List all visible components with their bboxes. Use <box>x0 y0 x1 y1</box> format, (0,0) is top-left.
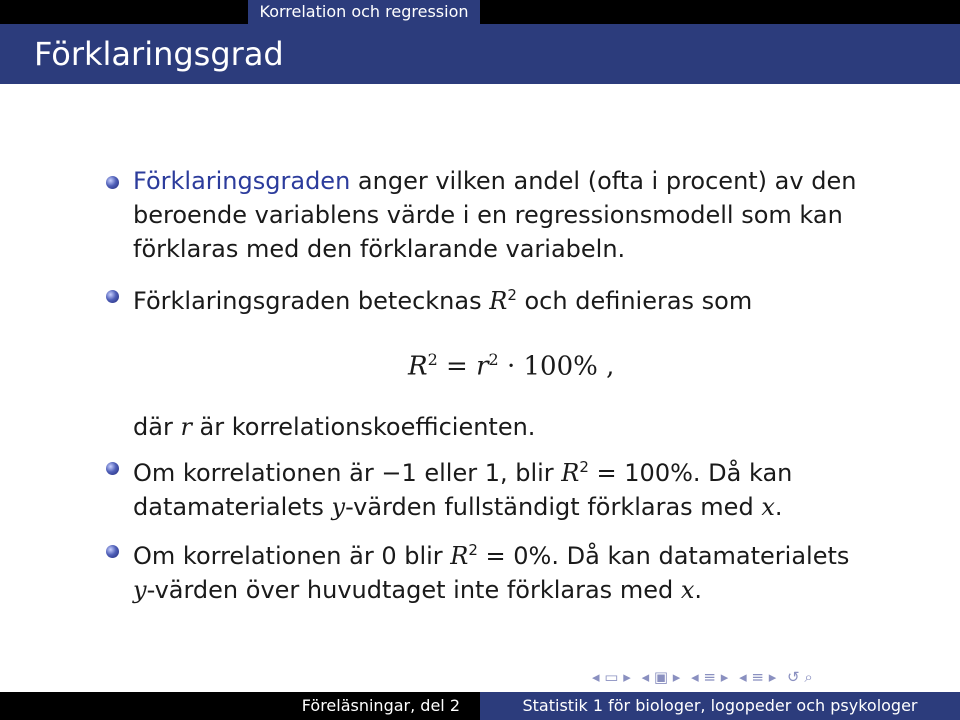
bullet-4-line-2 <box>133 573 933 607</box>
exponent: 2 <box>579 458 589 476</box>
bullet-icon <box>106 462 119 475</box>
nav-section-icon[interactable]: ◂ ≡ ▸ <box>691 668 729 686</box>
bullet-1 <box>133 164 933 266</box>
bullet-3-line-1 <box>133 450 933 490</box>
symbol-R: R <box>561 459 580 487</box>
bullet-1-line-3: förklaras med den förklarande variabeln. <box>133 235 626 263</box>
nav-subsection-icon[interactable]: ◂ ▣ ▸ <box>641 668 681 686</box>
footer-right[interactable] <box>480 692 960 720</box>
symbol-y: y <box>331 493 346 521</box>
bullet-1-text: anger vilken andel (ofta i procent) av den <box>350 167 857 195</box>
eq-r-exp: 2 <box>488 350 499 369</box>
b3-l2-mid: -värden fullständigt förklaras med <box>345 493 762 521</box>
equation <box>408 342 614 385</box>
symbol-x: x <box>680 576 695 604</box>
b3-post: = 100%. Då kan <box>588 459 793 487</box>
nav-search-icon[interactable]: ↺ ⌕ <box>787 668 813 686</box>
footer-left[interactable] <box>0 692 480 720</box>
eq-equals: = <box>437 351 477 382</box>
eq-lhs-exp: 2 <box>427 350 438 369</box>
bullet-2 <box>133 278 933 318</box>
footer-bar <box>0 692 960 720</box>
nav-appendix-icon[interactable]: ◂ ≡ ▸ <box>739 668 777 686</box>
b3-l2-end: . <box>774 493 783 521</box>
exponent: 2 <box>507 286 517 304</box>
bullet-1-line-2: beroende variablens värde i en regressionsmodell som kan <box>133 201 843 229</box>
symbol-r: r <box>180 413 192 441</box>
bullet-icon <box>106 176 119 189</box>
b4-l2-end: . <box>694 576 703 604</box>
bullet-3 <box>133 450 933 524</box>
bullet-4 <box>133 533 933 607</box>
b4-pre: Om korrelationen är 0 blir <box>133 542 451 570</box>
eq-lhs: R <box>408 351 428 382</box>
symbol-y: y <box>133 576 147 604</box>
b4-l2-mid: -värden över huvudtaget inte förklaras med <box>146 576 681 604</box>
symbol-x: x <box>761 493 775 521</box>
b3-pre: Om korrelationen är −1 eller 1, blir <box>133 459 562 487</box>
b3-l2-pre: datamaterialets <box>133 493 332 521</box>
dar-text: där <box>133 413 181 441</box>
nav-frame-icon[interactable]: ◂ ▭ ▸ <box>592 668 631 686</box>
bullet-3-line-2 <box>133 490 933 524</box>
bullet-2-text: Förklaringsgraden betecknas <box>133 287 490 315</box>
bullet-4-line-1 <box>133 533 933 573</box>
term-forklaringsgraden: Förklaringsgraden <box>133 167 351 195</box>
eq-rhs: · 100% , <box>498 351 615 382</box>
b4-post: = 0%. Då kan datamaterialets <box>477 542 850 570</box>
header-section-label: Korrelation och regression <box>259 2 469 21</box>
bullet-2-continuation <box>133 410 933 444</box>
slide-title: Förklaringsgrad <box>34 35 284 73</box>
navigation-symbols <box>592 668 952 690</box>
eq-r: r <box>476 351 489 382</box>
dar-rest: är korrelationskoefficienten. <box>191 413 536 441</box>
footer-right-label: Statistik 1 för biologer, logopeder och psykologer <box>522 696 918 715</box>
footer-left-label: Föreläsningar, del 2 <box>301 696 460 715</box>
bullet-icon <box>106 290 119 303</box>
bullet-2-tail: och definieras som <box>516 287 753 315</box>
bullet-1-line-1 <box>133 164 933 198</box>
symbol-R: R <box>450 542 469 570</box>
symbol-R: R <box>489 287 508 315</box>
bullet-icon <box>106 545 119 558</box>
exponent: 2 <box>468 541 478 559</box>
